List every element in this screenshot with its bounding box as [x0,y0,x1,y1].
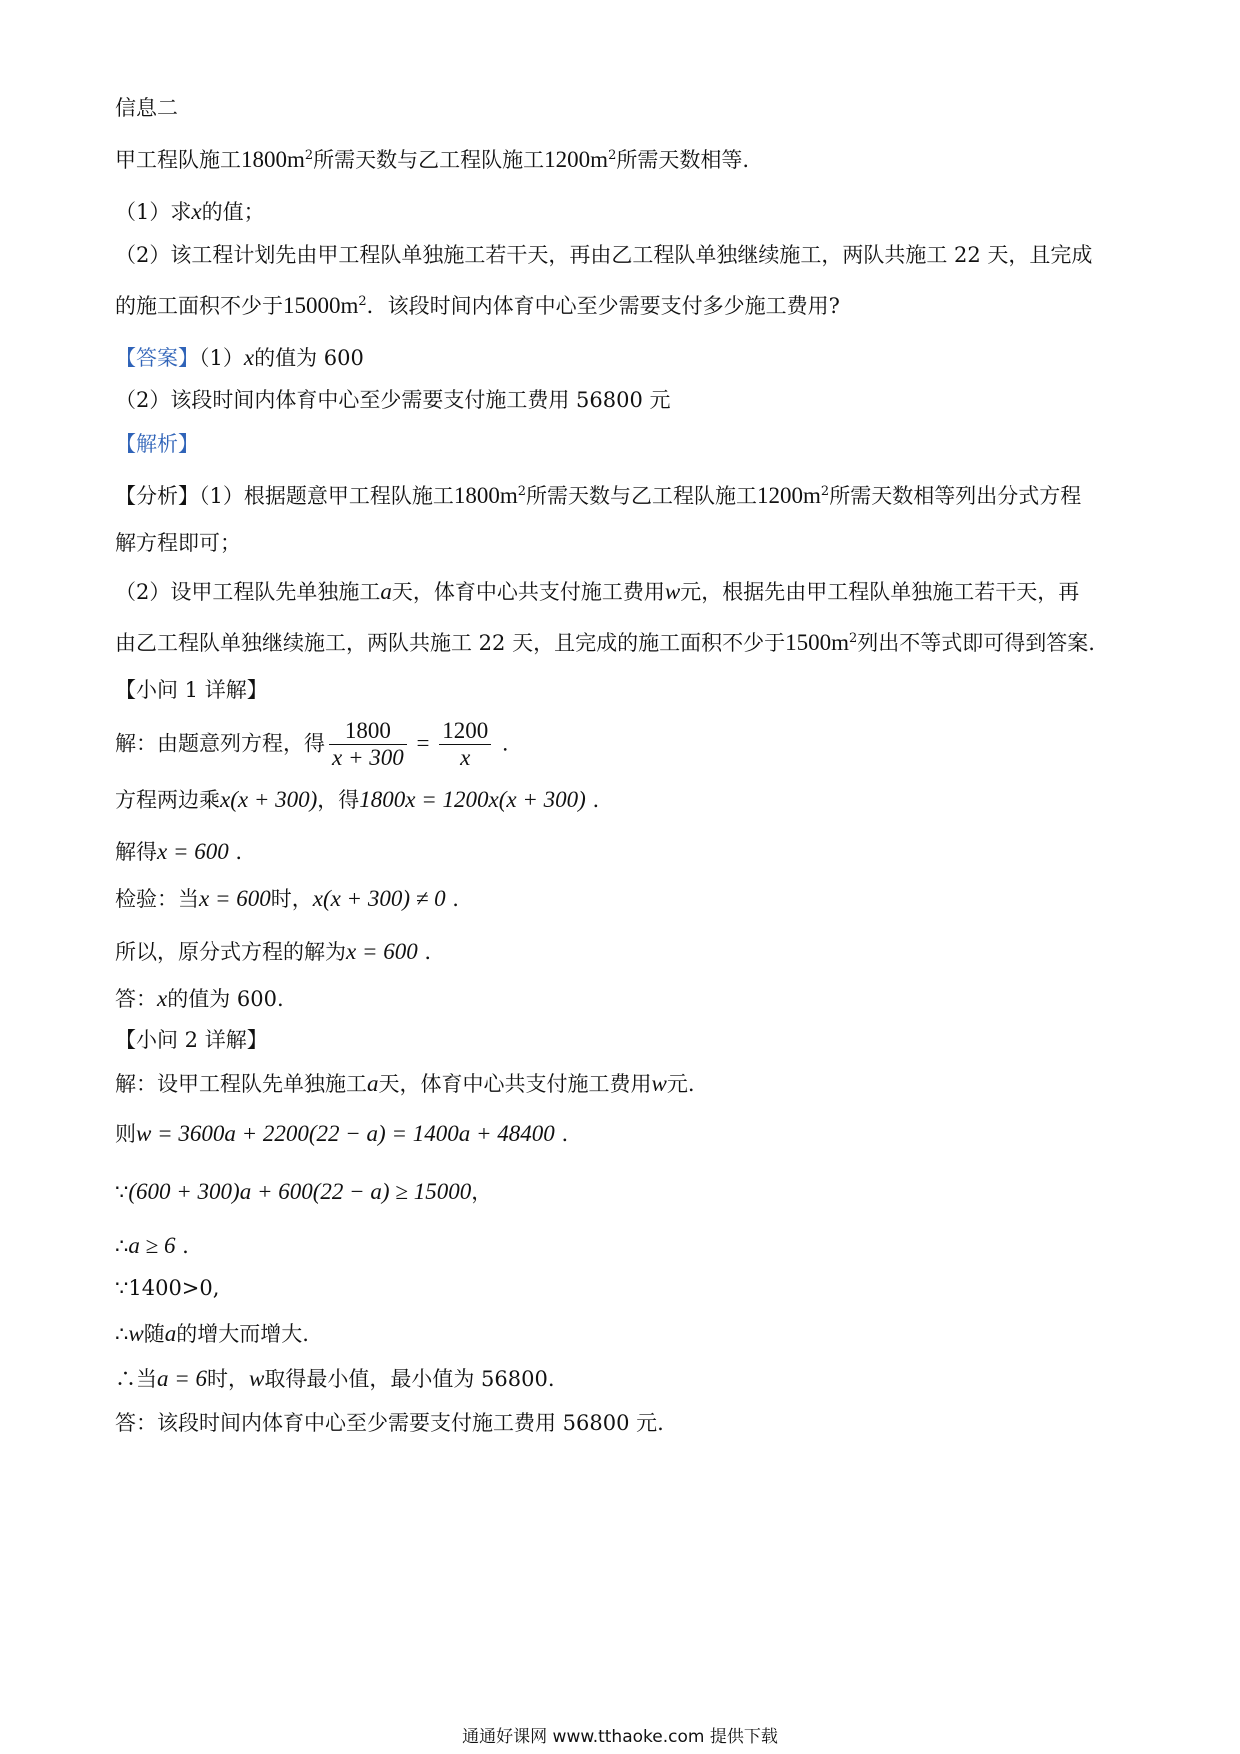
solution-2-range: ∴a ≥ 6 . [115,1233,189,1258]
solution-2-setup: 解：设甲工程队先单独施工a天，体育中心共支付施工费用w元. [115,1071,695,1096]
analysis-line-4: 由乙工程队单独继续施工，两队共施工 22 天，且完成的施工面积不少于$1500m^2$列出不等式即可得到答案. [115,630,1095,655]
info-two-text: 甲工程队施工$1800m^2$所需天数与乙工程队施工$1200m^2$所需天数相等. [115,147,750,172]
solution-equation: 解：由题意列方程，得 $\frac{1800}{x + 300}$ = $\frac{1200}{x}$ . [115,718,509,771]
answer-label: 【答案】 [115,346,199,370]
solution-2-cost-function: 则w = 3600a + 2200(22 − a) = 1400a + 48400 . [115,1121,569,1146]
question-2-line-1: （2）该工程计划先由甲工程队单独施工若干天，再由乙工程队单独继续施工，两队共施工 22 天，且完成 [115,243,1093,267]
sub-question-2-heading: 【小问 2 详解】 [115,1028,268,1052]
solution-2-answer: 答：该段时间内体育中心至少需要支付施工费用 56800 元. [115,1411,664,1435]
solution-2-inequality: ∵(600 + 300)a + 600(22 − a) ≥ 15000， [115,1179,493,1204]
analysis-line-2: 解方程即可； [115,531,241,555]
analysis-line-3: （2）设甲工程队先单独施工a天，体育中心共支付施工费用w元，根据先由甲工程队单独施工若干天，再 [115,579,1080,604]
fraction-right: $\frac{1200}{x}$ [439,718,491,772]
fraction-left: $\frac{1800}{x + 300}$ [329,718,407,772]
solution-2-minimum: ∴当a = 6时，w取得最小值，最小值为 56800. [115,1366,555,1391]
answer-1: 【答案】（1）x的值为 600 [115,345,364,370]
solution-conclusion: 所以，原分式方程的解为x = 600 . [115,939,432,964]
question-2-line-2: 的施工面积不少于$15000m^2$．该段时间内体育中心至少需要支付多少施工费用? [115,293,840,318]
info-two-heading: 信息二 [115,96,178,120]
question-1: （1）求x的值； [115,199,265,224]
solution-2-monotonic: ∴w随a的增大而增大. [115,1321,309,1346]
footer-watermark: 通通好课网 www.tthaoke.com 提供下载 [462,1727,778,1747]
solution-answer-1: 答：x的值为 600. [115,986,284,1011]
answer-2: （2）该段时间内体育中心至少需要支付施工费用 56800 元 [115,388,671,412]
solution-2-slope: ∵1400>0, [115,1276,220,1300]
analysis-line-1: 【分析】（1）根据题意甲工程队施工$1800m^2$所需天数与乙工程队施工$1200m^2$所需天数相等列出分式方程 [115,483,1082,508]
solution-result: 解得x = 600 . [115,839,243,864]
analysis-label: 【解析】 [115,432,199,456]
solution-multiply: 方程两边乘x(x + 300)，得1800x = 1200x(x + 300) . [115,787,600,812]
solution-check: 检验：当x = 600时，x(x + 300) ≠ 0 . [115,886,459,911]
sub-question-1-heading: 【小问 1 详解】 [115,678,268,702]
